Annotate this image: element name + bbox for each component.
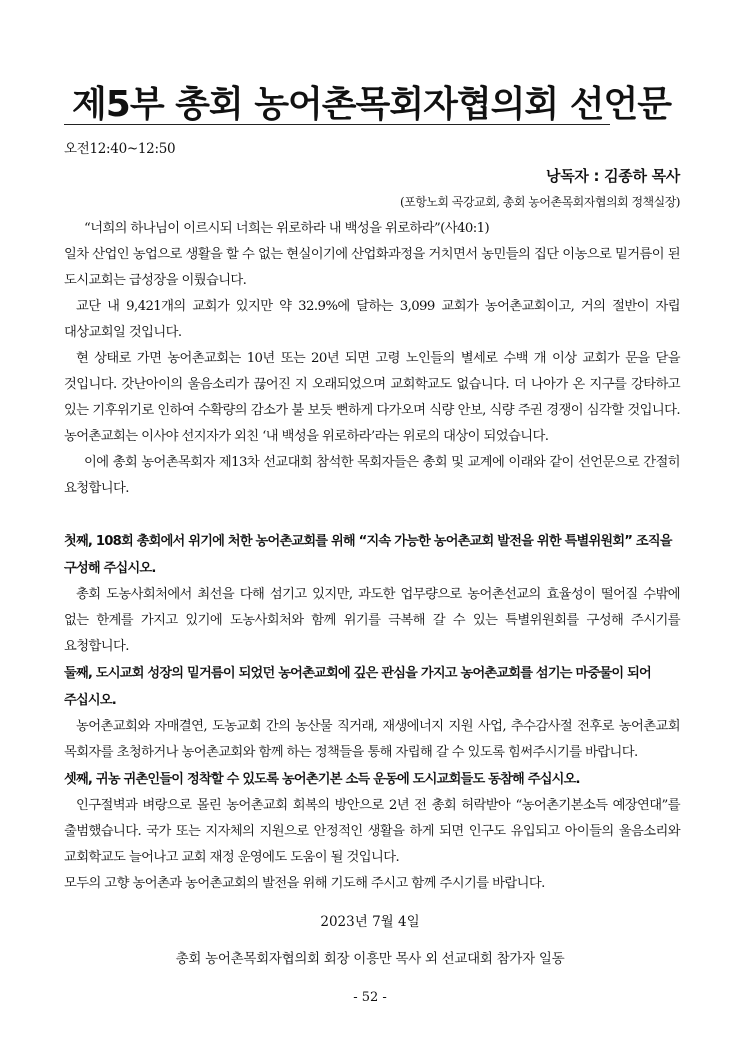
section-heading-2: 둘째, 도시교회 성장의 밑거름이 되었던 농어촌교회에 깊은 관심을 가지고 농어촌교회를 섬기는 마중물이 되어 주십시오. <box>64 666 651 708</box>
declaration-date: 2023년 7월 4일 <box>320 914 420 930</box>
signature-line: 총회 농어촌목회자협의회 회장 이흥만 목사 외 선교대회 참가자 일동 <box>175 951 565 967</box>
section-text-2: 농어촌교회와 자매결연, 도농교회 간의 농산물 직거래, 재생에너지 지원 사업, 추수감사절 전후로 농어촌교회 목회자를 초청하거나 농어촌교회와 함께 하는 정책들을 통해 자립해 갈 수 있도록 힘써주시기를 바랍니다. <box>64 719 680 760</box>
declaration-body <box>64 216 680 897</box>
scripture-quote: “너희의 하나님이 이르시되 너희는 위로하라 내 백성을 위로하라”(사40:1) <box>84 221 490 236</box>
body-paragraph: 교단 내 9,421개의 교회가 있지만 약 32.9%에 달하는 3,099 교회가 농어촌교회이고, 거의 절반이 자립 대상교회일 것입니다. <box>64 299 680 340</box>
reader-affiliation: (포항노회 곡강교회, 총회 농어촌목회자협의회 정책실장) <box>399 195 680 209</box>
section-text-1: 총회 도농사회처에서 최선을 다해 섬기고 있지만, 과도한 업무량으로 농어촌선교의 효율성이 떨어질 수밖에 없는 한계를 가지고 있기에 도농사회처와 함께 위기를 극복해 갈 수 있는 특별위원회를 구성해 주시기를 요청합니다. <box>64 587 680 654</box>
time-slot: 오전12:40~12:50 <box>64 141 176 157</box>
title-underline <box>64 124 610 125</box>
page-number: - 52 - <box>353 990 387 1005</box>
body-paragraph: 현 상태로 가면 농어촌교회는 10년 또는 20년 되면 고령 노인들의 별세로 수백 개 이상 교회가 문을 닫을 것입니다. 갓난아이의 울음소리가 끊어진 지 오래되었으며 교회학교도 없습니다. 더 나아가 온 지구를 강타하고 있는 기후위기로 인하여 수확량의 감소가 불 보듯 뻔하게 다가오며 식량 안보, 식량 주권 경쟁이 심각할 것입니다. 농어촌교회는 이사야 선지자가 외친 ‘내 백성을 위로하라’라는 위로의 대상이 되었습니다. <box>64 351 680 444</box>
body-paragraph: 일차 산업인 농업으로 생활을 할 수 없는 현실이기에 산업화과정을 거치면서 농민들의 집단 이농으로 밑거름이 된 도시교회는 급성장을 이뤘습니다. <box>64 247 680 288</box>
section-heading-1: 첫째, 108회 총회에서 위기에 처한 농어촌교회를 위해 “지속 가능한 농어촌교회 발전을 위한 특별위원회” 조직을 구성해 주십시오. <box>64 534 672 576</box>
section-heading-3: 셋째, 귀농 귀촌인들이 정착할 수 있도록 농어촌기본 소득 운동에 도시교회들도 동참해 주십시오. <box>64 772 580 787</box>
reader-name: 낭독자 : 김종하 목사 <box>546 167 680 185</box>
closing-paragraph: 모두의 고향 농어촌과 농어촌교회의 발전을 위해 기도해 주시고 함께 주시기를 바랍니다. <box>64 876 545 891</box>
section-text-3: 인구절벽과 벼랑으로 몰린 농어촌교회 회복의 방안으로 2년 전 총회 허락받아 “농어촌기본소득 예장연대”를 출범했습니다. 국가 또는 지자체의 지원으로 안정적인 생활을 하게 되면 인구도 유입되고 아이들의 울음소리와 교회학교도 늘어나고 교회 재정 운영에도 도움이 될 것입니다. <box>64 798 680 865</box>
page-title: 제5부 총회 농어촌목회자협의회 선언문 <box>72 84 672 125</box>
body-paragraph: 이에 총회 농어촌목회자 제13차 선교대회 참석한 목회자들은 총회 및 교계에 이래와 같이 선언문으로 간절히 요청합니다. <box>64 455 680 496</box>
